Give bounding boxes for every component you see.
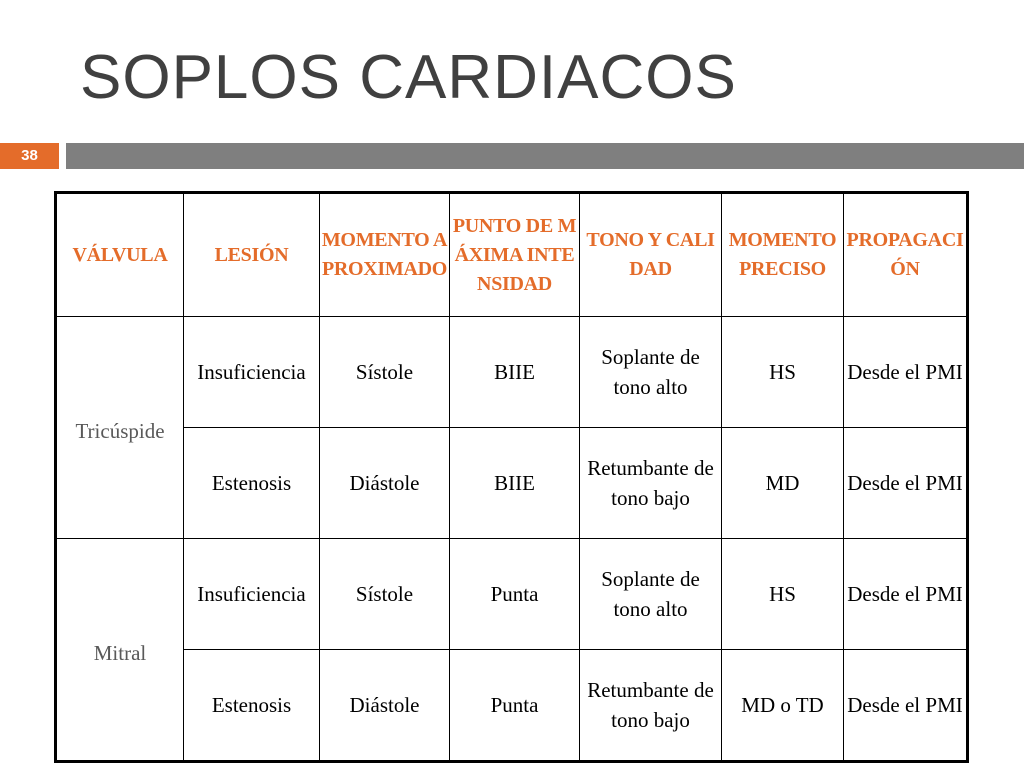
table-row: [56, 428, 968, 539]
tone-quality-cell: Soplante de tono alto: [580, 317, 722, 428]
max-intensity-cell: Punta: [450, 539, 580, 650]
lesion-cell: Estenosis: [184, 650, 320, 762]
tone-quality-cell: Retumbante de tono bajo: [580, 428, 722, 539]
precise-moment-cell: MD o TD: [722, 650, 844, 762]
propagation-cell: Desde el PMI: [844, 650, 968, 762]
header-propagacion: PROPAGACIÓN: [844, 193, 968, 317]
precise-moment-cell: HS: [722, 539, 844, 650]
approx-moment-cell: Diástole: [320, 650, 450, 762]
lesion-cell: Insuficiencia: [184, 539, 320, 650]
tone-quality-cell: Retumbante de tono bajo: [580, 650, 722, 762]
precise-moment-cell: HS: [722, 317, 844, 428]
table-row: [56, 317, 968, 428]
title-divider-bar: [66, 143, 1024, 169]
approx-moment-cell: Diástole: [320, 428, 450, 539]
lesion-cell: Insuficiencia: [184, 317, 320, 428]
header-tono-calidad: TONO Y CALIDAD: [580, 193, 722, 317]
table-row: [56, 539, 968, 650]
heart-murmur-table: [54, 191, 969, 763]
valve-cell-tricuspid: Tricúspide: [56, 317, 184, 539]
max-intensity-cell: Punta: [450, 650, 580, 762]
max-intensity-cell: BIIE: [450, 428, 580, 539]
table-row: [56, 650, 968, 762]
max-intensity-cell: BIIE: [450, 317, 580, 428]
table-header-row: [56, 193, 968, 317]
header-momento-preciso: MOMENTO PRECISO: [722, 193, 844, 317]
propagation-cell: Desde el PMI: [844, 539, 968, 650]
propagation-cell: Desde el PMI: [844, 428, 968, 539]
header-lesion: LESIÓN: [184, 193, 320, 317]
slide-number: 38: [0, 143, 59, 169]
propagation-cell: Desde el PMI: [844, 317, 968, 428]
tone-quality-cell: Soplante de tono alto: [580, 539, 722, 650]
valve-cell-mitral: Mitral: [56, 539, 184, 762]
approx-moment-cell: Sístole: [320, 539, 450, 650]
precise-moment-cell: MD: [722, 428, 844, 539]
header-punto-maxima-intensidad: PUNTO DE MÁXIMA INTENSIDAD: [450, 193, 580, 317]
header-valvula: VÁLVULA: [56, 193, 184, 317]
header-momento-aproximado: MOMENTO APROXIMADO: [320, 193, 450, 317]
lesion-cell: Estenosis: [184, 428, 320, 539]
approx-moment-cell: Sístole: [320, 317, 450, 428]
slide-title: SOPLOS CARDIACOS: [80, 43, 737, 112]
